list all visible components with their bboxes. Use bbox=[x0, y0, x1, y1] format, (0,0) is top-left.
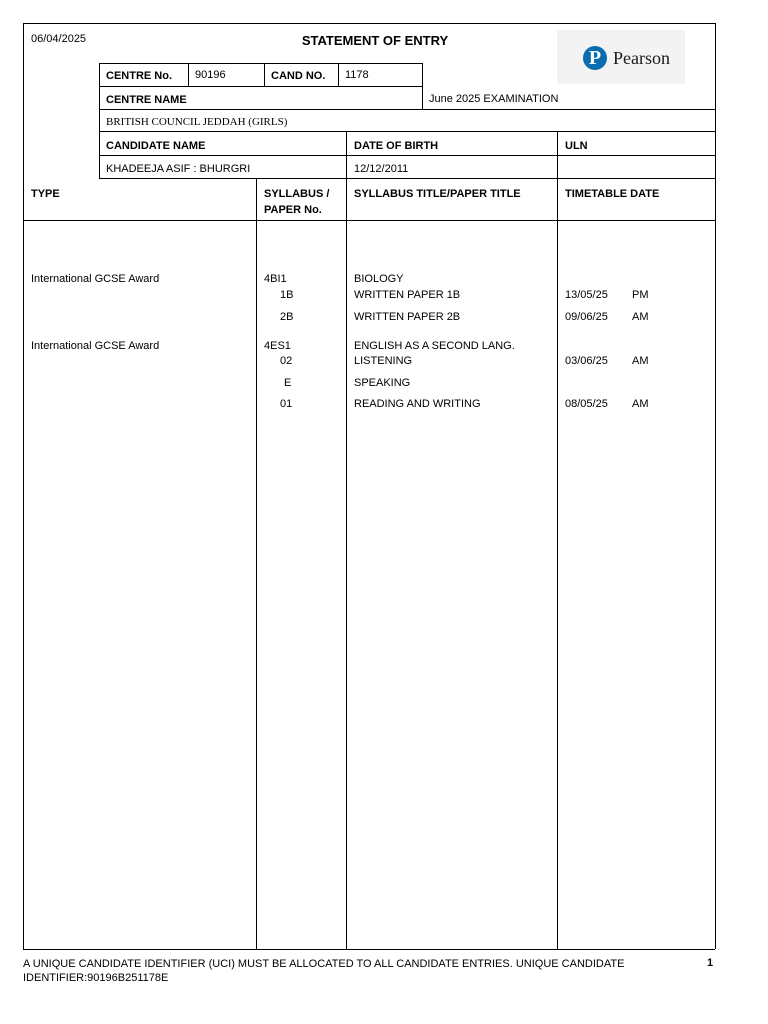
info-line-1 bbox=[99, 63, 422, 64]
row-date: 09/06/25 bbox=[565, 311, 608, 323]
info-line-2 bbox=[99, 86, 422, 87]
frame-left-line bbox=[23, 23, 24, 949]
dob-label: DATE OF BIRTH bbox=[354, 140, 439, 152]
frame-right-line bbox=[715, 23, 716, 949]
table-header-bottom-line bbox=[23, 220, 715, 221]
table-col-sep-2 bbox=[346, 178, 347, 949]
pearson-logo bbox=[557, 30, 685, 84]
cand-no-value: 1178 bbox=[345, 69, 369, 81]
info-left-line bbox=[99, 63, 100, 178]
centre-no-label: CENTRE No. bbox=[106, 70, 172, 82]
centre-name-value: BRITISH COUNCIL JEDDAH (GIRLS) bbox=[106, 116, 288, 128]
row-session: AM bbox=[632, 398, 649, 410]
row-title: BIOLOGY bbox=[354, 273, 404, 285]
frame-top-line bbox=[23, 23, 715, 24]
info-sep-cand bbox=[264, 63, 265, 86]
column-header-syllabus bbox=[264, 188, 329, 217]
info-line-5 bbox=[99, 155, 715, 156]
info-sep-dob bbox=[346, 131, 347, 178]
info-sep-candno bbox=[338, 63, 339, 86]
info-line-3 bbox=[99, 109, 715, 110]
row-paper: E bbox=[284, 377, 292, 389]
row-title: READING AND WRITING bbox=[354, 398, 481, 410]
column-header-syllabus-line2: PAPER No. bbox=[264, 204, 322, 216]
centre-name-label: CENTRE NAME bbox=[106, 94, 187, 106]
column-header-title: SYLLABUS TITLE/PAPER TITLE bbox=[354, 188, 521, 200]
page-title: STATEMENT OF ENTRY bbox=[301, 33, 449, 48]
cand-no-label: CAND NO. bbox=[271, 70, 326, 82]
info-sep-right bbox=[422, 63, 423, 109]
row-paper: 2B bbox=[280, 311, 294, 323]
dob-value: 12/12/2011 bbox=[354, 163, 409, 175]
info-line-6 bbox=[99, 178, 715, 179]
info-sep-centre bbox=[188, 63, 189, 86]
row-date: 13/05/25 bbox=[565, 289, 608, 301]
pearson-logo-text: Pearson bbox=[613, 48, 670, 68]
row-paper: 02 bbox=[280, 355, 293, 367]
row-session: AM bbox=[632, 355, 649, 367]
row-paper: 01 bbox=[280, 398, 293, 410]
frame-bottom-line bbox=[23, 949, 715, 950]
row-date: 03/06/25 bbox=[565, 355, 608, 367]
row-type: International GCSE Award bbox=[31, 340, 160, 352]
column-header-type: TYPE bbox=[31, 188, 60, 200]
row-paper: 1B bbox=[280, 289, 294, 301]
page-number: 1 bbox=[707, 957, 714, 969]
print-date: 06/04/2025 bbox=[31, 33, 87, 45]
row-session: AM bbox=[632, 311, 649, 323]
row-title: WRITTEN PAPER 2B bbox=[354, 311, 461, 323]
uci-footnote: A UNIQUE CANDIDATE IDENTIFIER (UCI) MUST BE ALLOCATED TO ALL CANDIDATE ENTRIES. UNIQUE CANDIDATE IDENTIFIER:90196B251178E bbox=[23, 958, 625, 984]
table-col-sep-3 bbox=[557, 178, 558, 949]
uln-label: ULN bbox=[565, 140, 588, 152]
row-title: SPEAKING bbox=[354, 377, 411, 389]
exam-session: June 2025 EXAMINATION bbox=[429, 93, 559, 105]
row-session: PM bbox=[632, 289, 649, 301]
candidate-name-label: CANDIDATE NAME bbox=[106, 140, 206, 152]
info-line-4 bbox=[99, 131, 715, 132]
row-title: WRITTEN PAPER 1B bbox=[354, 289, 461, 301]
candidate-name-value: KHADEEJA ASIF : BHURGRI bbox=[106, 163, 251, 175]
row-code: 4BI1 bbox=[264, 273, 287, 285]
row-title: ENGLISH AS A SECOND LANG. bbox=[354, 340, 515, 352]
column-header-timetable: TIMETABLE DATE bbox=[565, 188, 660, 200]
row-code: 4ES1 bbox=[264, 340, 291, 352]
info-sep-uln bbox=[557, 131, 558, 178]
column-header-syllabus-line1: SYLLABUS / bbox=[264, 188, 330, 200]
centre-no-value: 90196 bbox=[195, 69, 226, 81]
table-col-sep-1 bbox=[256, 178, 257, 949]
row-type: International GCSE Award bbox=[31, 273, 160, 285]
row-date: 08/05/25 bbox=[565, 398, 608, 410]
pearson-logo-icon: P bbox=[583, 46, 607, 70]
row-title: LISTENING bbox=[354, 355, 413, 367]
